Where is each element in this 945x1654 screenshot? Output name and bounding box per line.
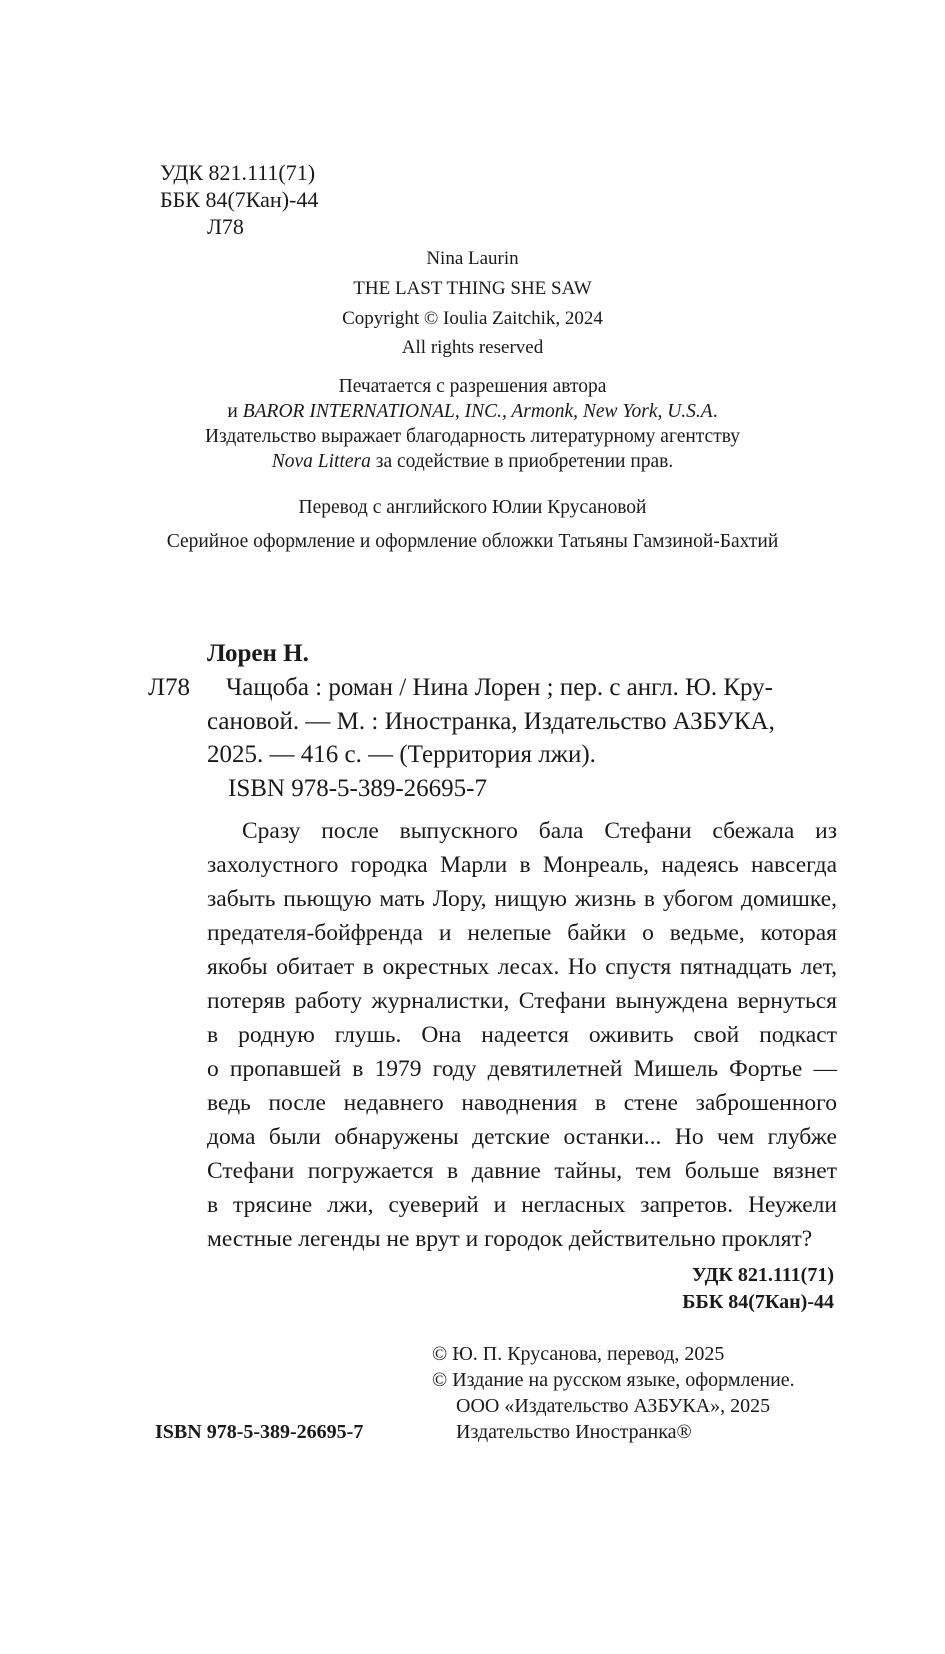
permission-agency: BAROR INTERNATIONAL, INC., Armonk, New York, U.S.A bbox=[242, 401, 713, 422]
permission-suffix: . bbox=[712, 401, 718, 422]
annotation bbox=[207, 814, 837, 1256]
annotation-line: якобы обитает в окрестных лесах. Но спустя пятнадцать лет, bbox=[207, 954, 837, 980]
permission-line-1: Печатается с разрешения автора bbox=[338, 376, 607, 397]
permission-line-3: Издательство выражает благодарность литературному агентству bbox=[204, 426, 741, 447]
original-title: THE LAST THING SHE SAW bbox=[353, 278, 592, 299]
annotation-line: местные легенды не врут и городок действительно проклят? bbox=[207, 1226, 813, 1252]
catalog-mark: Л78 bbox=[148, 674, 190, 701]
author-mark-top: Л78 bbox=[207, 214, 244, 239]
copyright-translation: © Ю. П. Крусанова, перевод, 2025 bbox=[432, 1343, 725, 1365]
bbk-code-bottom: ББК 84(7Кан)-44 bbox=[682, 1291, 834, 1313]
original-author: Nina Laurin bbox=[426, 248, 519, 269]
catalog-line-3: 2025. — 416 с. — (Территория лжи). bbox=[207, 741, 596, 768]
original-copyright: Copyright © Ioulia Zaitchik, 2024 bbox=[342, 308, 603, 329]
bbk-code-top: ББК 84(7Кан)-44 bbox=[160, 187, 319, 212]
annotation-line: о пропавшей в 1979 году девятилетней Мишель Фортье — bbox=[207, 1056, 837, 1082]
permission-line-4-text: за содействие в приобретении прав. bbox=[370, 451, 674, 472]
permission-line-2 bbox=[0, 398, 945, 425]
copyright-publisher: ООО «Издательство АЗБУКА», 2025 bbox=[456, 1395, 771, 1417]
design-credit: Серийное оформление и оформление обложки Татьяны Гамзиной-Бахтий bbox=[166, 531, 779, 552]
catalog-line-2: сановой. — М. : Иностранка, Издательство АЗБУКА, bbox=[207, 708, 775, 735]
annotation-line: потеряв работу журналистки, Стефани вынуждена вернуться bbox=[207, 988, 837, 1014]
udk-code-top: УДК 821.111(71) bbox=[160, 160, 316, 185]
annotation-line: в трясине лжи, суеверий и негласных запретов. Неужели bbox=[207, 1192, 837, 1218]
annotation-line: Стефани погружается в давние тайны, тем больше вязнет bbox=[207, 1158, 837, 1184]
publisher-trademark: Издательство Иностранка® bbox=[456, 1421, 692, 1443]
annotation-line: дома были обнаружены детские останки... Но чем глубже bbox=[207, 1124, 837, 1150]
udk-code-bottom: УДК 821.111(71) bbox=[691, 1264, 834, 1286]
catalog-heading: Лорен Н. bbox=[207, 640, 309, 667]
catalog-isbn: ISBN 978-5-389-26695-7 bbox=[228, 775, 488, 802]
original-rights: All rights reserved bbox=[401, 337, 544, 358]
copyright-edition: © Издание на русском языке, оформление. bbox=[432, 1369, 795, 1391]
annotation-line: забыть пьющую мать Лору, нищую жизнь в убогом домишке, bbox=[207, 886, 837, 912]
literary-agency: Nova Littera bbox=[271, 451, 371, 472]
annotation-line: захолустного городка Марли в Монреаль, надеясь навсегда bbox=[207, 852, 837, 878]
isbn-footer: ISBN 978-5-389-26695-7 bbox=[155, 1421, 364, 1443]
annotation-line: в родную глушь. Она надеется оживить свой подкаст bbox=[207, 1022, 837, 1048]
annotation-line: ведь после недавнего наводнения в стене заброшенного bbox=[207, 1090, 837, 1116]
permission-line-4 bbox=[0, 448, 945, 475]
permission-prefix: и bbox=[227, 401, 243, 422]
catalog-line-1: Чащоба : роман / Нина Лорен ; пер. с англ. Ю. Кру- bbox=[226, 674, 773, 701]
annotation-line: Сразу после выпускного бала Стефани сбежала из bbox=[242, 818, 837, 844]
translation-credit: Перевод с английского Юлии Крусановой bbox=[298, 497, 647, 518]
annotation-line: предателя-бойфренда и нелепые байки о ведьме, которая bbox=[207, 920, 837, 946]
